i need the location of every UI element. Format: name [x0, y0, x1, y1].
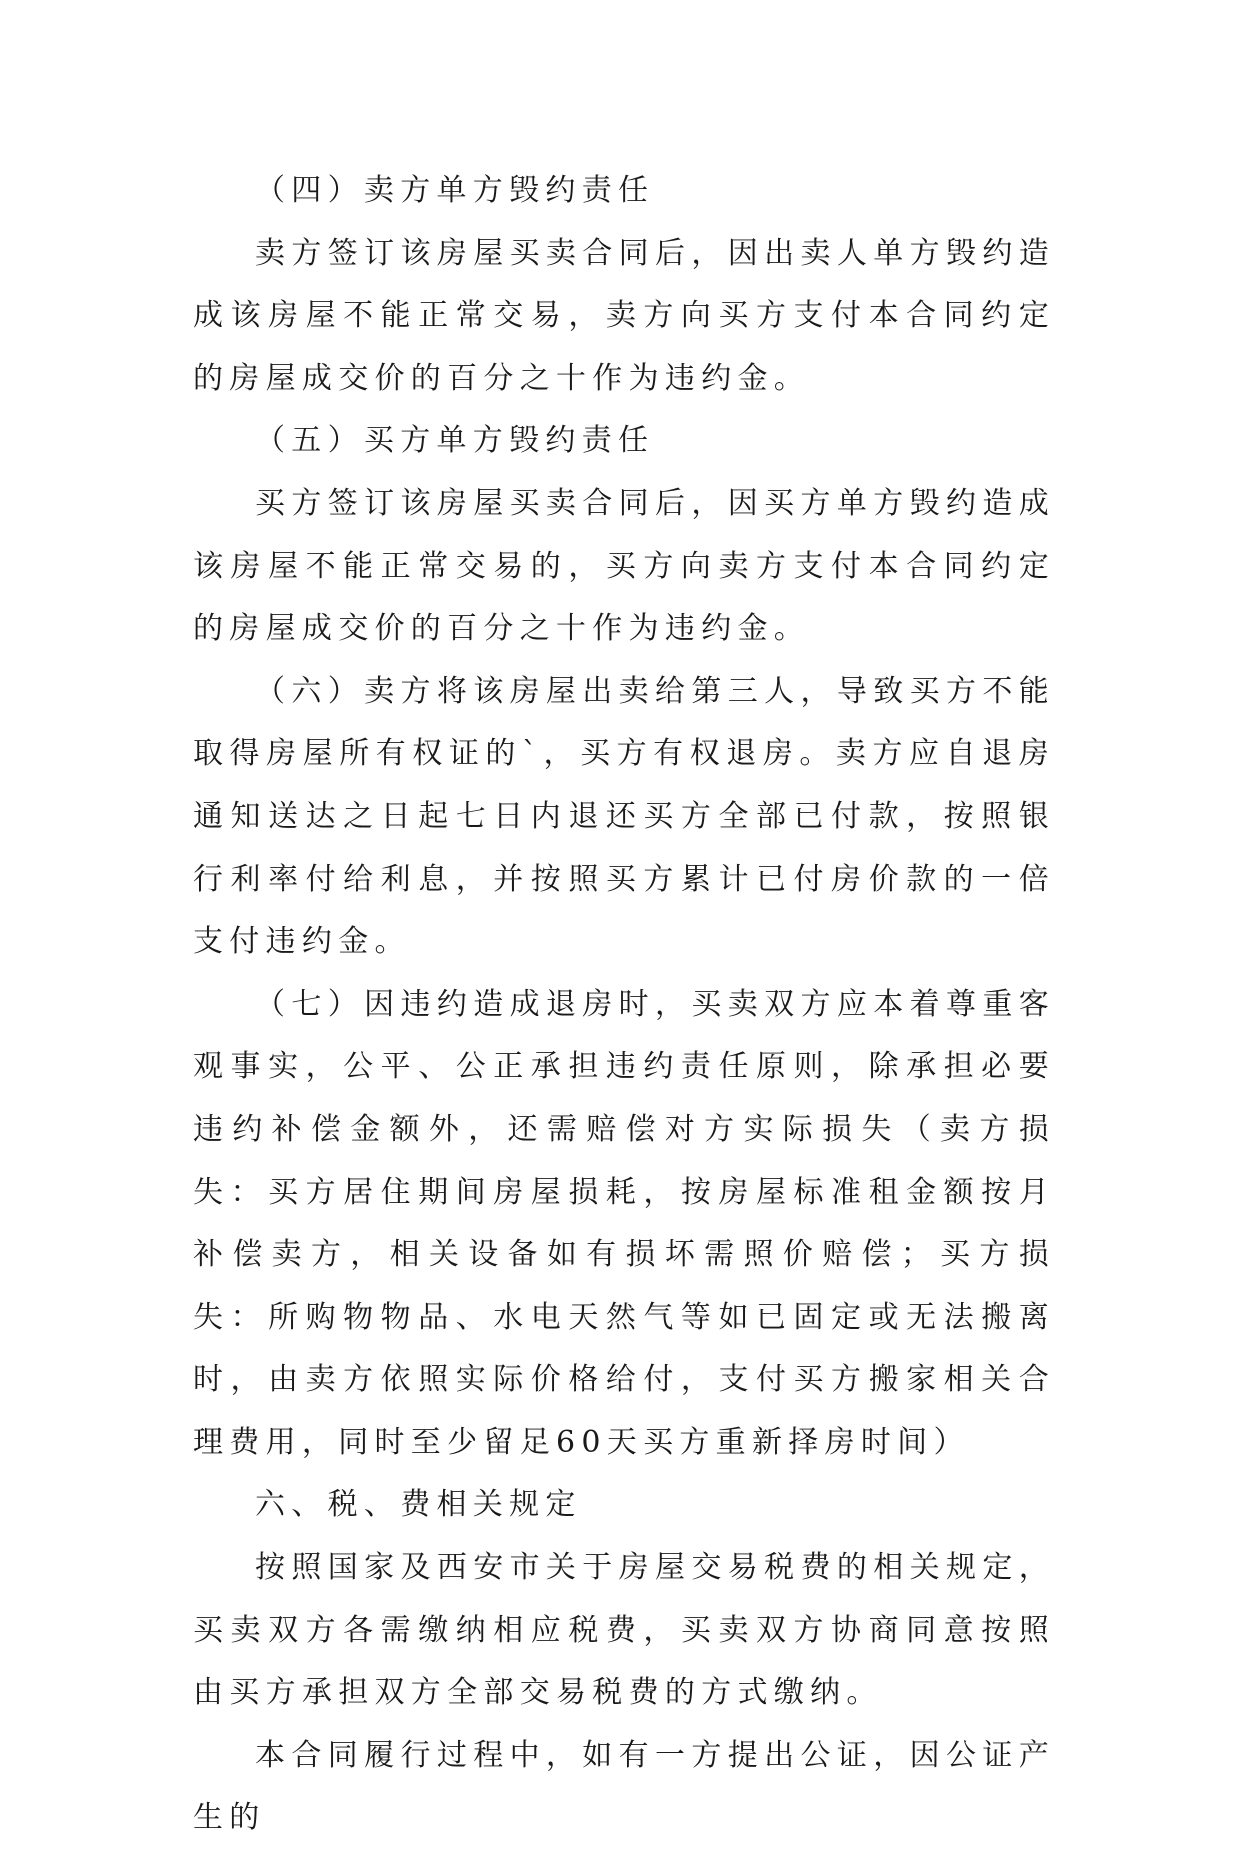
document-body — [193, 160, 1055, 1850]
paragraph-seller-breach: 卖方签订该房屋买卖合同后，因出卖人单方毁约造成该房屋不能正常交易，卖方向买方支付本合同约定的房屋成交价的百分之十作为违约金。 — [193, 235, 1055, 396]
section-heading-taxes-fees: 六、税、费相关规定 — [255, 1487, 582, 1523]
paragraph-third-party-sale: （六）卖方将该房屋出卖给第三人，导致买方不能取得房屋所有权证的`，买方有权退房。卖方应自退房通知送达之日起七日内退还买方全部已付款，按照银行利率付给利息，并按照买方累计已付房价款的一倍支付违约金。 — [193, 673, 1055, 960]
section-heading-buyer-breach: （五）买方单方毁约责任 — [255, 423, 655, 459]
paragraph-notarization: 本合同履行过程中，如有一方提出公证，因公证产生的 — [193, 1737, 1055, 1836]
paragraph-taxes-fees: 按照国家及西安市关于房屋交易税费的相关规定，买卖双方各需缴纳相应税费，买卖双方协商同意按照由买方承担双方全部交易税费的方式缴纳。 — [193, 1550, 1055, 1711]
paragraph-refund-compensation: （七）因违约造成退房时，买卖双方应本着尊重客观事实，公平、公正承担违约责任原则，除承担必要违约补偿金额外，还需赔偿对方实际损失（卖方损失：买方居住期间房屋损耗，按房屋标准租金额按月补偿卖方，相关设备如有损坏需照价赔偿；买方损失：所购物物品、水电天然气等如已固定或无法搬离时，由卖方依照实际价格给付，支付买方搬家相关合理费用，同时至少留足60天买方重新择房时间） — [193, 986, 1055, 1460]
section-heading-seller-breach: （四）卖方单方毁约责任 — [255, 173, 655, 208]
paragraph-buyer-breach: 买方签订该房屋买卖合同后，因买方单方毁约造成该房屋不能正常交易的，买方向卖方支付本合同约定的房屋成交价的百分之十作为违约金。 — [193, 485, 1055, 647]
